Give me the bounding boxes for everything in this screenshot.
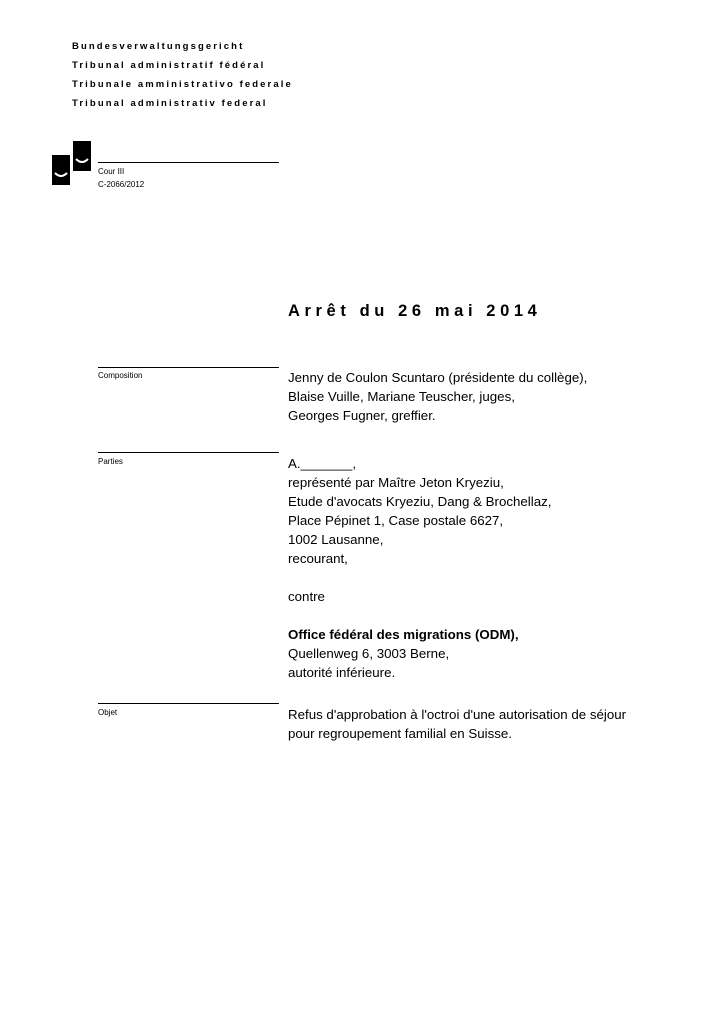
- court-name-fr: Tribunal administratif fédéral: [72, 60, 266, 71]
- composition-line: Jenny de Coulon Scuntaro (présidente du collège),: [288, 370, 588, 385]
- case-number: C-2066/2012: [98, 180, 145, 189]
- composition-label: Composition: [98, 371, 143, 380]
- subject-rule: [98, 703, 279, 704]
- court-division: Cour III: [98, 167, 125, 176]
- respondent-line: autorité inférieure.: [288, 665, 396, 680]
- page-title: Arrêt du 26 mai 2014: [288, 302, 542, 320]
- blank-line: [288, 568, 551, 587]
- parties-label: Parties: [98, 457, 123, 466]
- appellant-line: Etude d'avocats Kryeziu, Dang & Brochellaz,: [288, 494, 552, 509]
- composition-text: [288, 368, 587, 425]
- respondent-line: Quellenweg 6, 3003 Berne,: [288, 646, 450, 661]
- composition-line: Georges Fugner, greffier.: [288, 408, 436, 423]
- court-logo-icon: [52, 141, 92, 185]
- parties-text: [288, 454, 551, 682]
- appellant-line: 1002 Lausanne,: [288, 532, 384, 547]
- subject-line: pour regroupement familial en Suisse.: [288, 726, 512, 741]
- appellant-line: Place Pépinet 1, Case postale 6627,: [288, 513, 504, 528]
- appellant-line: représenté par Maître Jeton Kryeziu,: [288, 475, 504, 490]
- court-names: [72, 40, 293, 116]
- subject-label: Objet: [98, 708, 118, 717]
- court-name-rm: Tribunal administrativ federal: [72, 98, 268, 109]
- subject-text: [288, 705, 626, 743]
- appellant-line: recourant,: [288, 551, 348, 566]
- composition-rule: [98, 367, 279, 368]
- court-name-de: Bundesverwaltungsgericht: [72, 41, 245, 52]
- case-rule: [98, 162, 279, 163]
- versus-text: contre: [288, 589, 325, 604]
- appellant-line: A._______,: [288, 456, 357, 471]
- parties-rule: [98, 452, 279, 453]
- court-name-it: Tribunale amministrativo federale: [72, 79, 293, 90]
- composition-line: Blaise Vuille, Mariane Teuscher, juges,: [288, 389, 515, 404]
- respondent-name: Office fédéral des migrations (ODM),: [288, 627, 519, 642]
- subject-line: Refus d'approbation à l'octroi d'une autorisation de séjour: [288, 707, 627, 722]
- blank-line: [288, 606, 551, 625]
